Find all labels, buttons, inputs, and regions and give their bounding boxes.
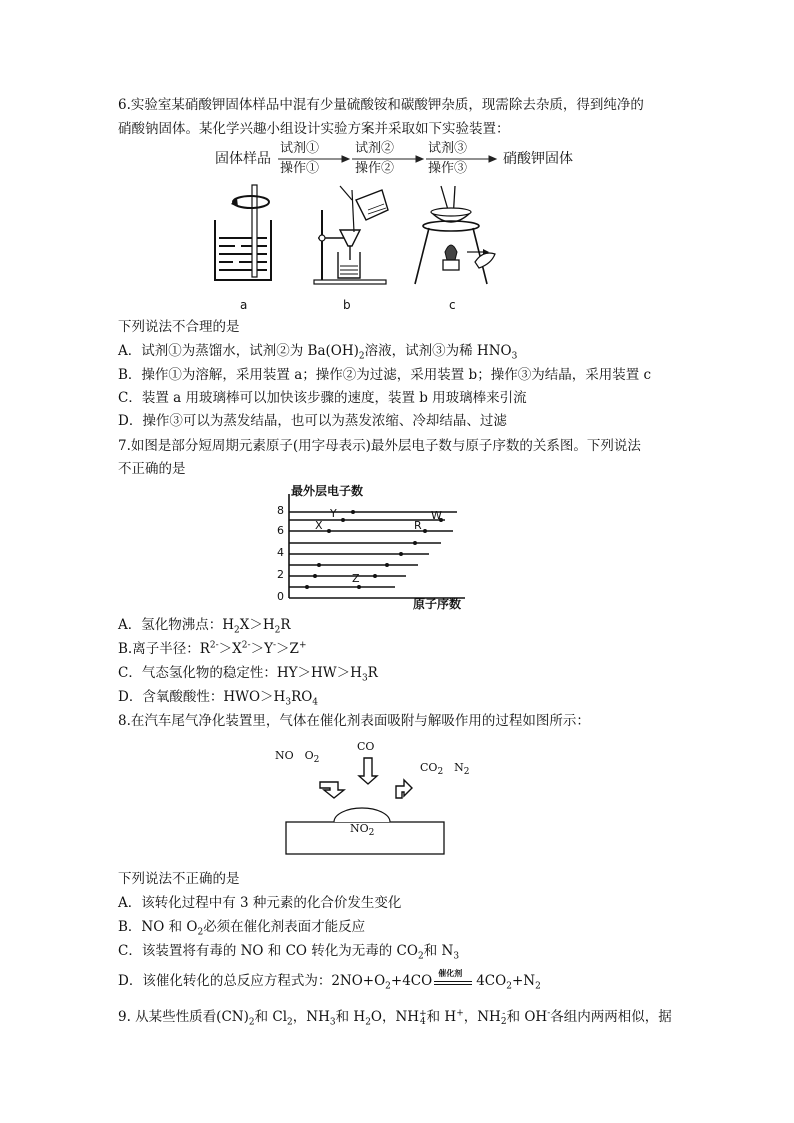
catalyst-equals-sign (434, 968, 474, 990)
chart-x-axis-label: 原子序数 (413, 597, 462, 611)
gas-co2-n2: $CO_2$ $N_2$ (420, 761, 470, 778)
q6-option-b: B．操作①为溶解，采用装置 a；操作②为过滤，采用装置 b；操作③为结晶，采用装置 c (118, 367, 652, 383)
q8-option-d: D．该催化转化的总反应方程式为：$2NO+O_2+4CO$ 催化剂 $4CO_2+N_2$ (118, 968, 541, 992)
q7-option-d: D．含氧酸酸性：$HWO>H_3RO_4$ (118, 689, 319, 708)
apparatus-b-filtration (310, 180, 395, 290)
q7-option-c: C．气态氢化物的稳定性：$HY>HW>H_3R$ (118, 665, 378, 684)
apparatus-c-evaporation (405, 180, 505, 290)
q8-option-c: C．该装置将有毒的 NO 和 CO 转化为无毒的 $CO_2$和 $N_3$ (118, 943, 460, 962)
chart-point-x: X (315, 519, 323, 532)
chart-ytick-4: 4 (277, 546, 284, 559)
q8-stem: 8.在汽车尾气净化装置里，气体在催化剂表面吸附与解吸作用的过程如图所示： (118, 713, 590, 729)
apparatus-a-label: a (240, 298, 248, 312)
chart-ytick-8: 8 (277, 504, 284, 517)
q6-option-a: A．试剂①为蒸馏水，试剂②为 $Ba(OH)_2$溶液，试剂③为稀 $HNO_3$ (118, 343, 518, 362)
q7-option-a: A．氢化物沸点：$H_2X>H_2R$ (118, 617, 291, 636)
flow-operation-1: 操作① (280, 161, 320, 176)
flow-reagent-3: 试剂③ (428, 141, 468, 156)
q9-stem: 9. 从某些性质看$(CN)_2$和 $Cl_2$，$NH_3$和 $H_2O$，NH + 4 和 H+，NH - 2 和 OH-各组内两两相似，据 (118, 1008, 672, 1028)
chart-y-axis-label: 最外层电子数 (291, 484, 364, 498)
gas-no-o2: NO $O_2$ (275, 749, 320, 766)
apparatus-b-label: b (343, 298, 351, 312)
q7-element-chart (275, 484, 475, 612)
chart-point-z: Z (352, 572, 360, 585)
surface-no2: $NO_2$ (350, 822, 375, 839)
flow-operation-3: 操作③ (428, 161, 468, 176)
q6-flow-chart (215, 140, 595, 180)
q8-catalyst-diagram (270, 738, 470, 858)
chart-point-r: R (414, 519, 422, 532)
q7-stem-line1: 7.如图是部分短周期元素原子(用字母表示)最外层电子数与原子序数的关系图。下列说法 (118, 438, 641, 454)
flow-arrows (215, 140, 515, 180)
q6-option-c: C．装置 a 用玻璃棒可以加快该步骤的速度，装置 b 用玻璃棒来引流 (118, 390, 527, 406)
chart-ytick-6: 6 (277, 524, 284, 537)
chart-ytick-2: 2 (277, 568, 284, 581)
q6-option-d: D．操作③可以为蒸发结晶，也可以为蒸发浓缩、冷却结晶、过滤 (118, 413, 507, 429)
flow-start: 固体样品 (215, 151, 271, 167)
chart-lines (275, 484, 475, 612)
flow-reagent-2: 试剂② (355, 141, 395, 156)
apparatus-a-beaker-stirring (205, 180, 285, 290)
flow-reagent-1: 试剂① (280, 141, 320, 156)
q8-question: 下列说法不正确的是 (118, 871, 240, 887)
flow-end: 硝酸钾固体 (503, 151, 573, 167)
chart-point-y: Y (330, 507, 337, 520)
q7-stem-line2: 不正确的是 (118, 461, 186, 477)
gas-co: CO (357, 740, 375, 753)
q6-stem-line1: 6.实验室某硝酸钾固体样品中混有少量硫酸铵和碳酸钾杂质，现需除去杂质，得到纯净的 (118, 97, 644, 113)
catalyst-label: 催化剂 (438, 968, 463, 978)
q7-option-b: B.离子半径：$R^{2-}>X^{2-}>Y^->Z^+$ (118, 640, 307, 657)
apparatus-c-label: c (449, 298, 456, 312)
chart-point-w: W (431, 509, 442, 522)
q6-stem-line2: 硝酸钠固体。某化学兴趣小组设计实验方案并采取如下实验装置： (118, 121, 510, 137)
q6-question: 下列说法不合理的是 (118, 319, 240, 335)
chart-ytick-0: 0 (277, 590, 284, 603)
flow-operation-2: 操作② (355, 161, 395, 176)
q8-option-a: A．该转化过程中有 3 种元素的化合价发生变化 (118, 895, 402, 911)
q8-option-b: B．NO 和 $O_2$必须在催化剂表面才能反应 (118, 919, 366, 938)
